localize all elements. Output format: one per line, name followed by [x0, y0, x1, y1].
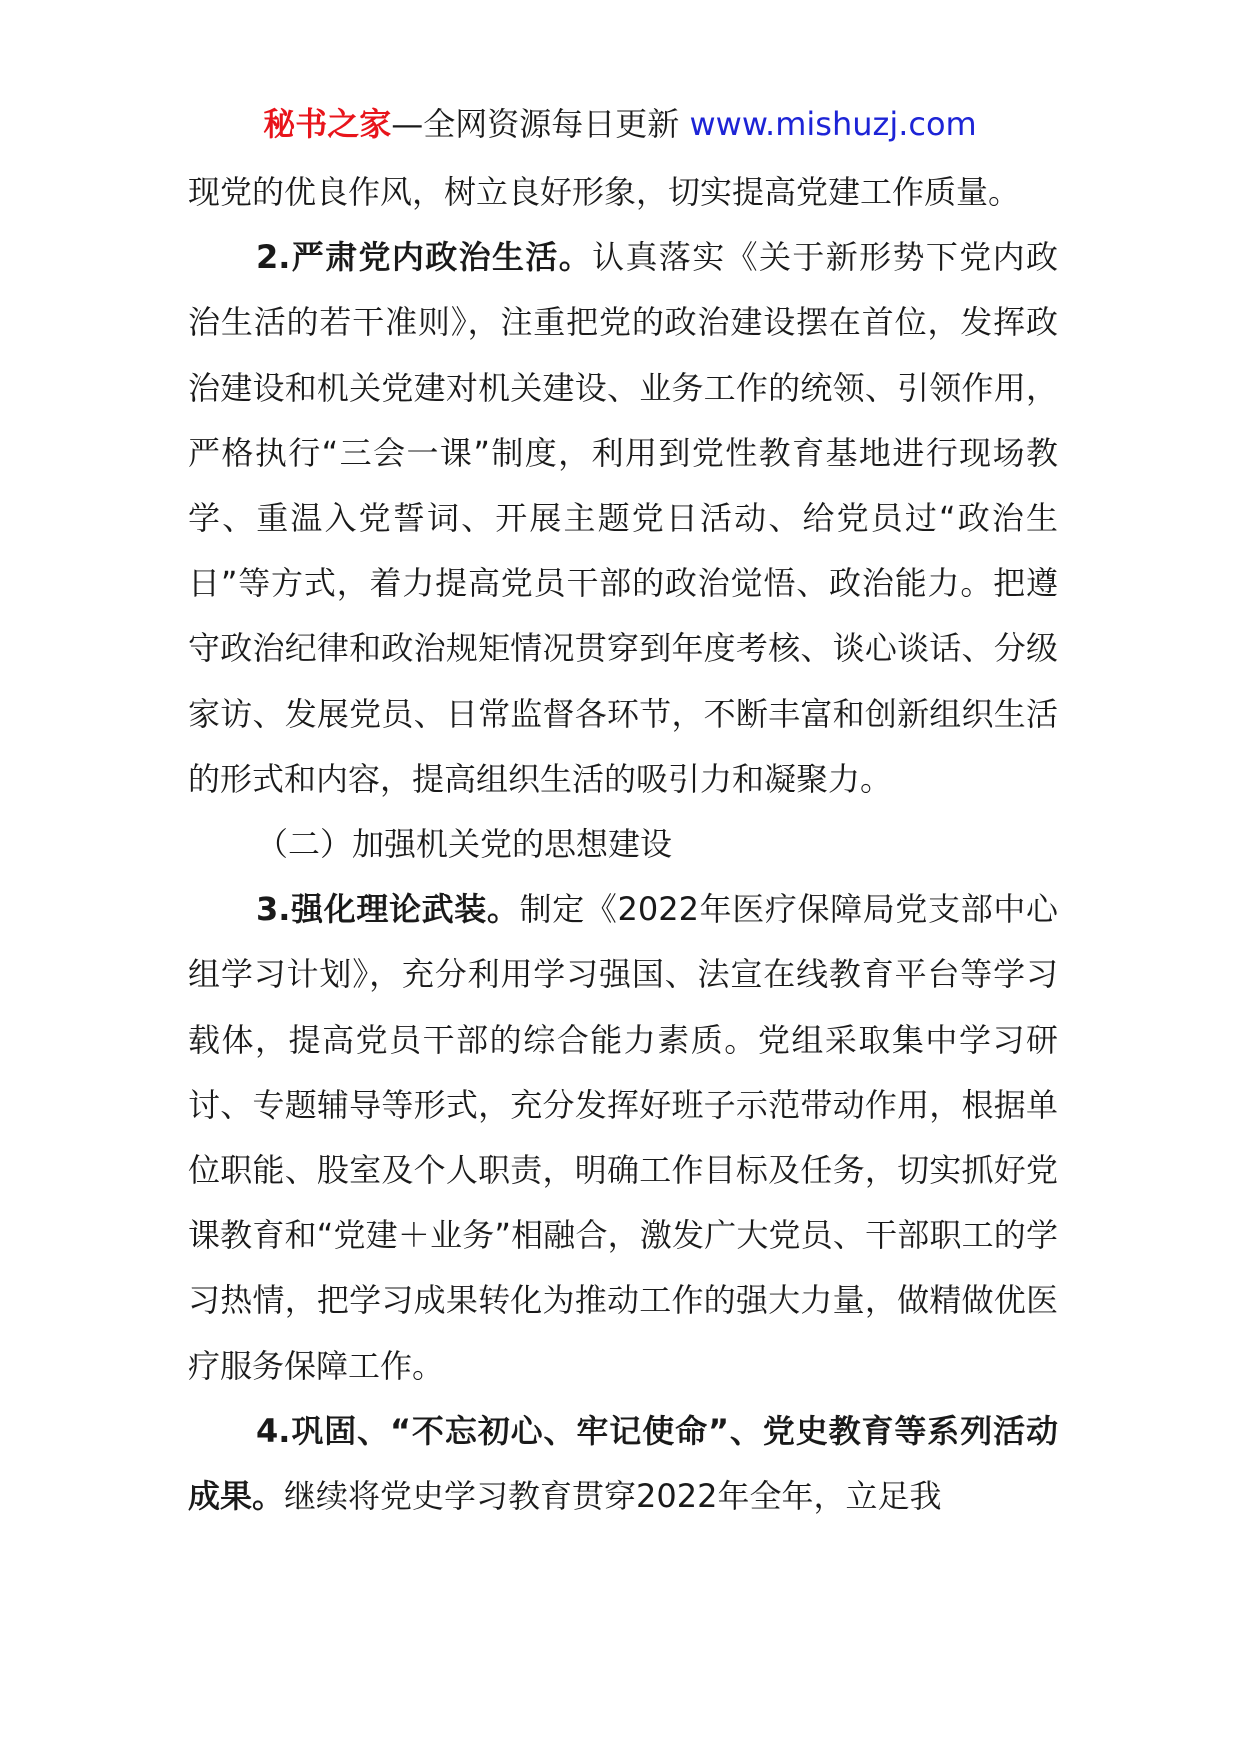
section-heading: [188, 812, 1058, 877]
header-tagline: —全网资源每日更新: [391, 105, 680, 143]
item-heading: 2.严肃党内政治生活。: [256, 238, 593, 277]
item-heading: 3.强化理论武装。: [256, 890, 520, 929]
paragraph-text: 制定《2022年医疗保障局党支部中心组学习计划》，充分利用学习强国、法宣在线教育平台等学习载体，提高党员干部的综合能力素质。党组采取集中学习研讨、专题辅导等形式，充分发挥好班子示范带动作用，根据单位职能、股室及个人职责，明确工作目标及任务，切实抓好党课教育和“党建＋业务”相融合，激发广大党员、干部职工的学习热情，把学习成果转化为推动工作的强大力量，做精做优医疗服务保障工作。: [188, 890, 1058, 1385]
header-url-link[interactable]: www.mishuzj.com: [689, 105, 977, 143]
paragraph-item-2: [188, 225, 1058, 812]
section-heading-text: （二）加强机关党的思想建设: [256, 825, 673, 864]
item-heading: 4.巩固、“不忘初心、牢记使命”、党史教育等系列活动成果。: [188, 1411, 1058, 1516]
document-body: [188, 160, 1058, 1529]
paragraph-text: 继续将党史学习教育贯穿2022年全年，立足我: [284, 1477, 942, 1516]
paragraph-item-4: [188, 1399, 1058, 1529]
paragraph-continuation: [188, 160, 1058, 225]
paragraph-text: 现党的优良作风，树立良好形象，切实提高党建工作质量。: [188, 173, 1021, 211]
paragraph-text: 认真落实《关于新形势下党内政治生活的若干准则》，注重把党的政治建设摆在首位，发挥政治建设和机关党建对机关建设、业务工作的统领、引领作用，严格执行“三会一课”制度，利用到党性教育基地进行现场教学、重温入党誓词、开展主题党日活动、给党员过“政治生日”等方式，着力提高党员干部的政治觉悟、政治能力。把遵守政治纪律和政治规矩情况贯穿到年度考核、谈心谈话、分级家访、发展党员、日常监督各环节，不断丰富和创新组织生活的形式和内容，提高组织生活的吸引力和凝聚力。: [188, 238, 1058, 798]
brand-name: 秘书之家: [263, 105, 392, 143]
paragraph-item-3: [188, 877, 1058, 1399]
page-header: [0, 102, 1240, 146]
